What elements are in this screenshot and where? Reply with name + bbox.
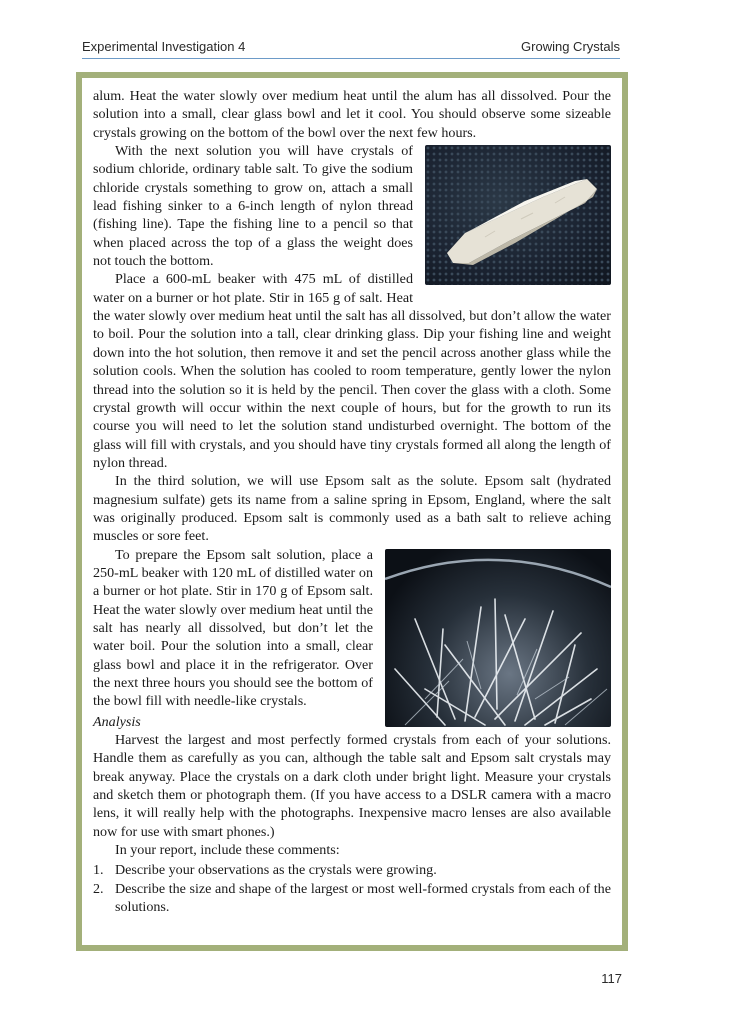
paragraph-sodium-chloride: With the next solution you will have crystals of sodium chloride, ordinary table salt. To give the sodium chloride crystals something to grow on, attach a small lead fishing sinker to a 6-inch length of nylon thread (fishing line). Tape the fishing line to a pencil so that when placed across the top of a glass the weight does not touch the bottom. — [93, 143, 413, 270]
list-item-text: Describe your observations as the crystals were growing. — [115, 862, 437, 879]
list-item-number: 1. — [93, 862, 104, 879]
salt-crystal-image — [425, 145, 611, 285]
list-item — [93, 880, 611, 917]
list-item-number: 2. — [93, 880, 104, 897]
chapter-title: Experimental Investigation 4 — [82, 39, 246, 54]
report-comments-list — [93, 861, 611, 916]
section-title: Growing Crystals — [521, 39, 620, 54]
page-number: 117 — [601, 971, 622, 986]
paragraph-epsom-intro: In the third solution, we will use Epsom salt as the solute. Epsom salt (hydrated magnesium sulfate) gets its name from a saline spring in Epsom, England, where the salt was originally produced. Epsom salt is commonly used as a bath salt to relieve aching muscles or sore feet. — [93, 473, 611, 545]
list-item — [93, 861, 611, 879]
paragraph-analysis: Harvest the largest and most perfectly formed crystals from each of your solutions. Handle them as carefully as you can, although the table salt and Epsom salt crystals may break anyway. Place the crystals on a dark cloth under bright light. Measure your crystals and sketch them or photograph them. (If you have access to a DSLR camera with a macro lens, it will really help with the photographs. Inexpensive macro lenses are also available now for use with smart phones.) — [93, 732, 611, 840]
paragraph-report-intro: In your report, include these comments: — [115, 842, 340, 859]
paragraph-salt-procedure: Place a 600-mL beaker with 475 mL of distilled water on a burner or hot plate. Stir in 165 g of salt. Heat the water slowly over medium heat until the salt has all dissolved, but don’t allow the water to boil. Pour the solution into a tall, clear drinking glass. Dip your fishing line and weight down into the hot solution, then remove it and set the pencil across another glass while the solution cools. When the solution has cooled to room temperature, gently lower the nylon thread into the solution so it is held by the pencil. Then cover the glass with a cloth. Some crystal growth will occur within the next couple of hours, but for the growth to run its course you will need to let the solution stand undisturbed overnight. The bottom of the glass will fill with crystals, and you should have tiny crystals formed all along the length of nylon thread. — [93, 271, 611, 471]
epsom-crystal-image — [385, 549, 611, 727]
salt-crystal-photo — [425, 145, 611, 285]
paragraph-epsom-procedure: To prepare the Epsom salt solution, place a 250-mL beaker with 120 mL of distilled water on a burner or hot plate. Stir in 170 g of Epsom salt. Heat the water slowly over medium heat until the salt has nearly all dissolved, but don’t let the water boil. Pour the solution into a small, clear glass bowl and place it in the refrigerator. Over the next three hours you should see the bottom of the bowl fill with needle-like crystals. — [93, 546, 373, 710]
epsom-crystal-photo — [385, 549, 611, 727]
analysis-heading: Analysis — [93, 713, 141, 730]
list-item-text: Describe the size and shape of the largest or most well-formed crystals from each of the solutions. — [115, 880, 611, 916]
content-frame — [76, 72, 628, 951]
paragraph-alum: alum. Heat the water slowly over medium heat until the alum has all dissolved. Pour the solution into a small, clear glass bowl and let it cool. You should observe some sizeable crystals growing on the bottom of the bowl over the next few hours. — [93, 88, 611, 141]
body-text — [93, 87, 611, 916]
running-header — [82, 38, 620, 59]
